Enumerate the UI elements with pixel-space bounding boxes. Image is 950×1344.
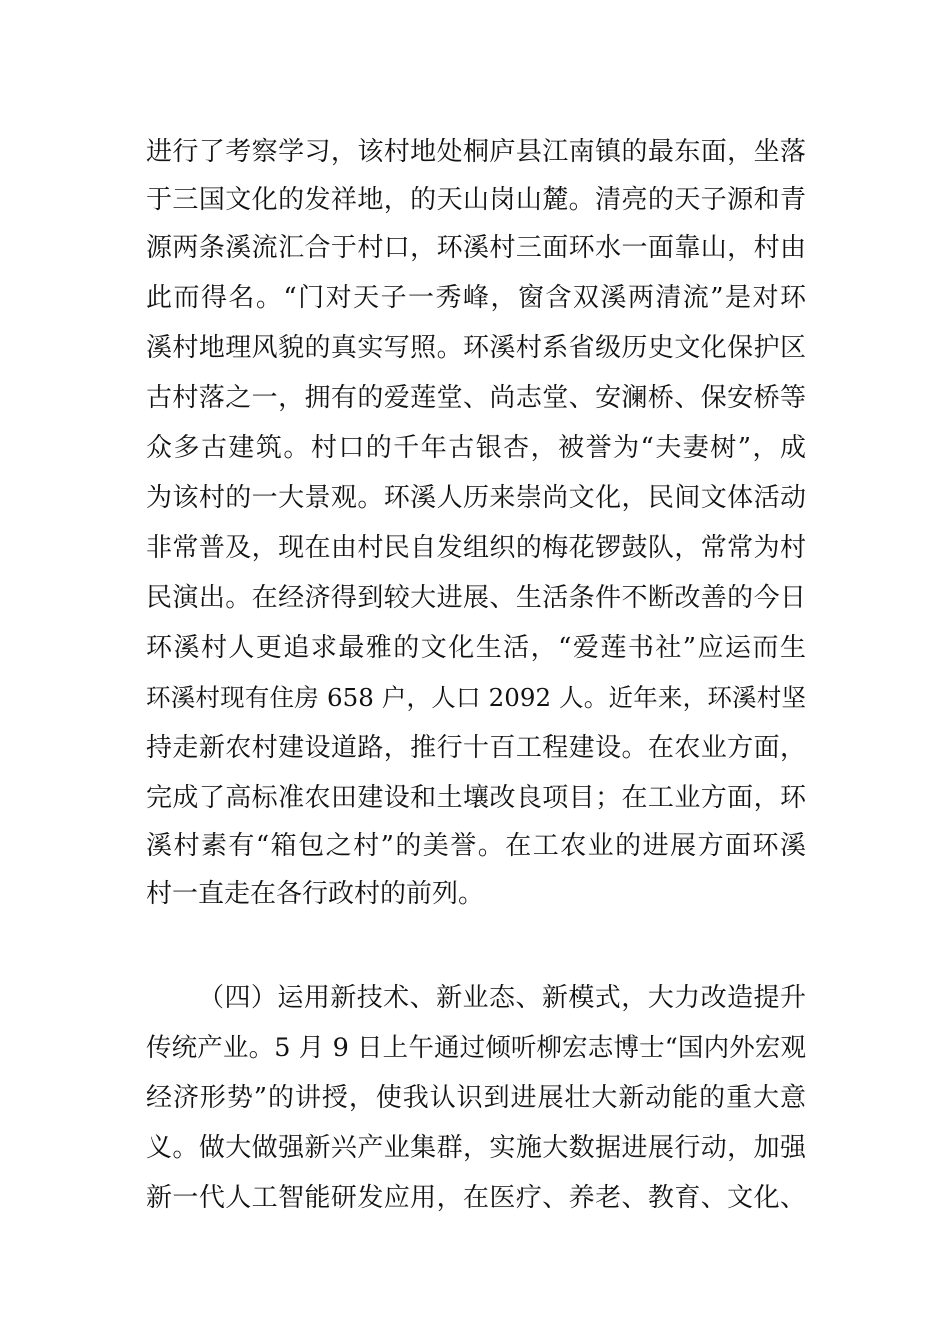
text-line: 传统产业。5 月 9 日上午通过倾听柳宏志博士“国内外宏观 bbox=[146, 1033, 806, 1063]
section-heading-line: （四）运用新技术、新业态、新模式，大力改造提升 bbox=[198, 983, 806, 1013]
text-line: 众多古建筑。村口的千年古银杏，被誉为“夫妻树”，成 bbox=[146, 433, 806, 463]
text-line: 为该村的一大景观。环溪人历来崇尚文化，民间文体活动 bbox=[146, 483, 806, 513]
text-line: 于三国文化的发祥地，的天山岗山麓。清亮的天子源和青 bbox=[146, 185, 806, 215]
text-line: 进行了考察学习，该村地处桐庐县江南镇的最东面，坐落 bbox=[146, 137, 806, 167]
text-line: 环溪村现有住房 658 户，人口 2092 人。近年来，环溪村坚 bbox=[146, 683, 806, 712]
text-line: 持走新农村建设道路，推行十百工程建设。在农业方面， bbox=[146, 733, 806, 763]
text-line: 环溪村人更追求最雅的文化生活，“爱莲书社”应运而生 bbox=[146, 633, 806, 663]
text-line: 古村落之一，拥有的爱莲堂、尚志堂、安澜桥、保安桥等 bbox=[146, 383, 806, 413]
text-line: 此而得名。“门对天子一秀峰，窗含双溪两清流”是对环 bbox=[146, 283, 806, 313]
text-line: 义。做大做强新兴产业集群，实施大数据进展行动，加强 bbox=[146, 1133, 806, 1163]
text-line: 完成了高标准农田建设和土壤改良项目；在工业方面，环 bbox=[146, 783, 806, 813]
text-line: 源两条溪流汇合于村口，环溪村三面环水一面靠山，村由 bbox=[146, 233, 806, 263]
text-line: 非常普及，现在由村民自发组织的梅花锣鼓队，常常为村 bbox=[146, 533, 806, 563]
text-line: 溪村地理风貌的真实写照。环溪村系省级历史文化保护区 bbox=[146, 333, 806, 363]
text-line-last: 村一直走在各行政村的前列。 bbox=[146, 879, 485, 909]
text-line: 溪村素有“箱包之村”的美誉。在工农业的进展方面环溪 bbox=[146, 831, 806, 861]
text-line: 经济形势”的讲授，使我认识到进展壮大新动能的重大意 bbox=[146, 1083, 806, 1113]
text-line: 民演出。在经济得到较大进展、生活条件不断改善的今日 bbox=[146, 583, 806, 613]
text-line: 新一代人工智能研发应用，在医疗、养老、教育、文化、 bbox=[146, 1183, 806, 1213]
